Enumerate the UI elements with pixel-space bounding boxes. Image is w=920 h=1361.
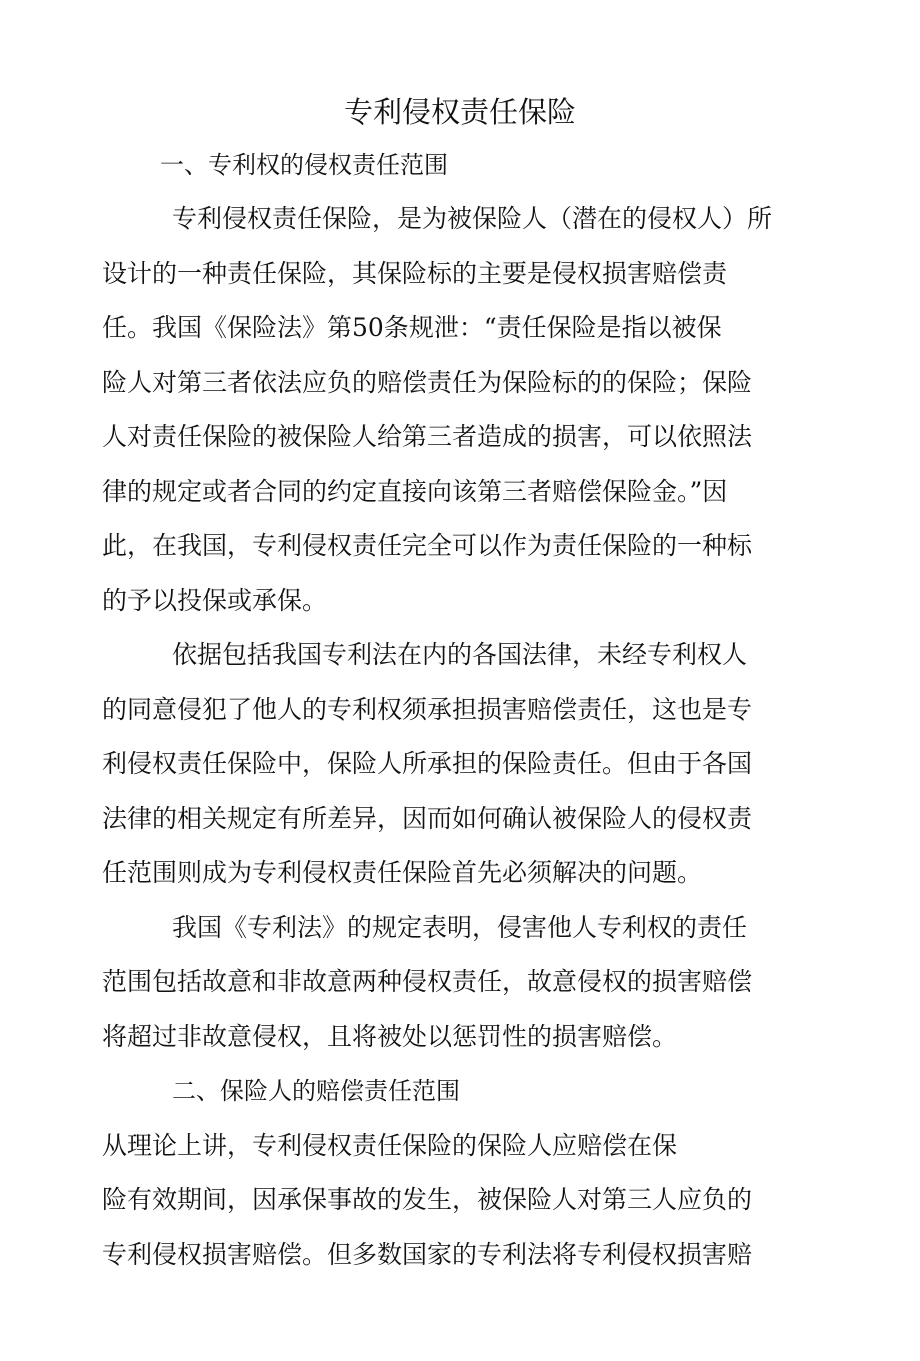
- paragraph-line: 法律的相关规定有所差异，因而如何确认被保险人的侵权责: [102, 804, 753, 833]
- paragraph-line: 将超过非故意侵权，且将被处以惩罚性的损害赔偿。: [102, 1022, 678, 1051]
- section-heading-1: 一、专利权的侵权责任范围: [160, 151, 448, 179]
- paragraph-line: 此，在我国，专利侵权责任完全可以作为责任保险的一种标: [102, 531, 753, 560]
- paragraph-line: 的同意侵犯了他人的专利权须承担损害赔偿责任，这也是专: [102, 695, 753, 724]
- paragraph-line: 险人对第三者依法应负的赔偿责任为保险标的的保险；保险: [102, 368, 753, 397]
- paragraph-line: 任。我国《保险法》第50条规泄：“责任保险是指以被保: [102, 313, 722, 342]
- paragraph-line: 险有效期间，因承保事故的发生，被保险人对第三人应负的: [102, 1185, 753, 1214]
- paragraph-line: 从理论上讲，专利侵权责任保险的保险人应赔偿在保: [102, 1131, 678, 1160]
- paragraph-line: 专利侵权损害赔偿。但多数国家的专利法将专利侵权损害赔: [102, 1240, 753, 1269]
- paragraph-line: 律的规定或者合同的约定直接向该第三者赔偿保险金。”因: [102, 477, 728, 506]
- paragraph-line: 人对责任保险的被保险人给第三者造成的损害，可以依照法: [102, 422, 753, 451]
- paragraph-line: 的予以投保或承保。: [102, 586, 328, 615]
- paragraph-line: 依据包括我国专利法在内的各国法律，未经专利权人: [172, 640, 748, 669]
- paragraph-line: 设计的一种责任保险，其保险标的主要是侵权损害赔偿责: [102, 259, 728, 288]
- paragraph-line: 专利侵权责任保险，是为被保险人（潜在的侵权人）所: [172, 204, 773, 233]
- paragraph-line: 我国《专利法》的规定表明，侵害他人专利权的责任: [172, 913, 748, 942]
- paragraph-line: 任范围则成为专利侵权责任保险首先必须解决的问题。: [102, 858, 703, 887]
- paragraph-line: 利侵权责任保险中，保险人所承担的保险责任。但由于各国: [102, 749, 753, 778]
- paragraph-line: 范围包括故意和非故意两种侵权责任，故意侵权的损害赔偿: [102, 967, 753, 996]
- section-heading-2: 二、保险人的赔偿责任范围: [172, 1077, 460, 1105]
- document-title: 专利侵权责任保险: [343, 95, 576, 129]
